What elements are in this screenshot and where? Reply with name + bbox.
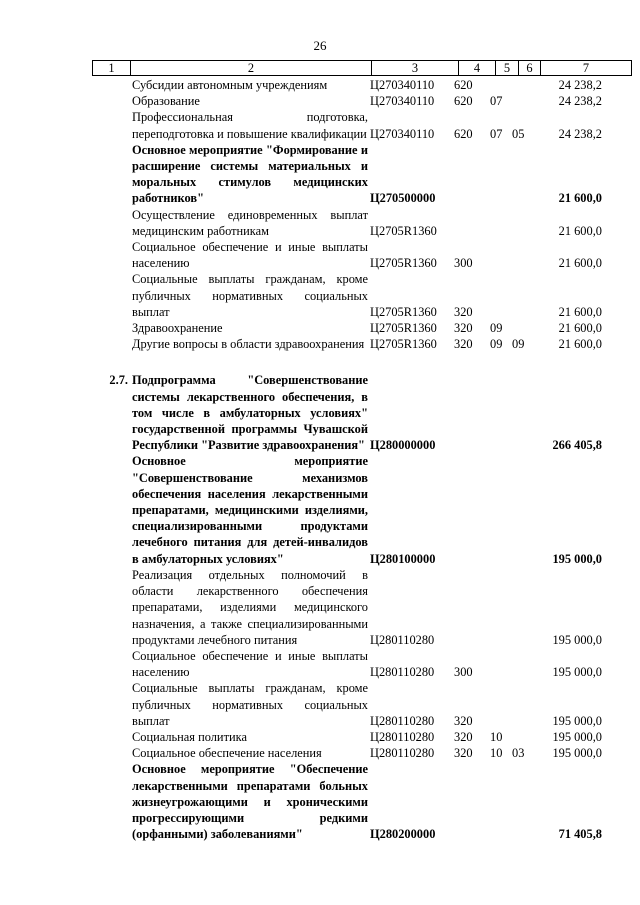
amount: 21 600,0: [558, 337, 602, 352]
expense-type: 320: [454, 713, 473, 728]
subsection-code: 03: [512, 746, 525, 761]
expense-type: 320: [454, 321, 473, 336]
expense-type: 620: [454, 78, 473, 93]
target-article-code: Ц270500000: [370, 191, 436, 206]
section-code: 07: [490, 94, 503, 109]
target-article-code: Ц2705R1360: [370, 337, 437, 352]
target-article-code: Ц270340110: [370, 126, 435, 141]
target-article-code: Ц280100000: [370, 551, 436, 566]
amount: 24 238,2: [558, 94, 602, 109]
subsection-code: 09: [512, 337, 525, 352]
target-article-code: Ц2705R1360: [370, 304, 437, 319]
amount: 21 600,0: [558, 321, 602, 336]
amount: 195 000,0: [552, 746, 602, 761]
target-article-code: Ц280200000: [370, 827, 436, 842]
section-code: 10: [490, 746, 503, 761]
row-name: Субсидии автономным учреждениям: [132, 78, 328, 92]
table-row: [92, 761, 612, 842]
row-name: Подпрограмма "Совершенствование системы лекарственного обеспечения, в том числе в амбулаторных условиях" государственной программы Чувашской Республики "Развитие здравоохранения": [132, 373, 368, 453]
page-number: 26: [313, 38, 327, 53]
table-row: [92, 336, 612, 352]
target-article-code: Ц270340110: [370, 94, 435, 109]
target-article-code: Ц280110280: [370, 632, 435, 647]
column-header-5: 5: [496, 61, 519, 76]
section-code: 07: [490, 126, 503, 141]
expense-type: 620: [454, 94, 473, 109]
table-row: [92, 207, 612, 239]
column-number-header: [92, 60, 632, 76]
row-name: Профессиональная подготовка, переподготовка и повышение квалификации: [132, 110, 368, 141]
row-name: Основное мероприятие "Совершенствование механизмов обеспечения населения лекарственными препаратами, медицинскими изделиями, специализированными продуктами лечебного питания для детей-инвалидов в амбулаторных условиях": [132, 454, 368, 566]
target-article-code: Ц280110280: [370, 729, 435, 744]
row-name: Реализация отдельных полномочий в области лекарственного обеспечения препаратами, изделиями медицинского назначения, а также специализированными продуктами лечебного питания: [132, 567, 368, 647]
row-name: Социальное обеспечение населения: [132, 746, 322, 761]
row-name: Социальная политика: [132, 729, 247, 744]
table-row: [92, 109, 612, 141]
table-row: [92, 567, 612, 648]
row-name: Здравоохранение: [132, 321, 223, 336]
row-name: Осуществление единовременных выплат медицинским работникам: [132, 207, 368, 238]
table-row: [92, 320, 612, 336]
table-row: [92, 453, 612, 566]
row-name: Социальные выплаты гражданам, кроме публичных нормативных социальных выплат: [132, 681, 368, 728]
subsection-code: 05: [512, 126, 525, 141]
table-row: [92, 680, 612, 729]
amount: 195 000,0: [552, 632, 602, 647]
amount: 21 600,0: [558, 191, 602, 206]
amount: 21 600,0: [558, 256, 602, 271]
expense-type: 320: [454, 337, 473, 352]
row-name: Основное мероприятие "Обеспечение лекарственными препаратами больных жизнеугрожающими и хроническими прогрессирующими редкими (орфанными) заболеваниями": [132, 762, 368, 842]
table-row: [92, 271, 612, 320]
target-article-code: Ц2705R1360: [370, 256, 437, 271]
amount: 21 600,0: [558, 223, 602, 238]
expense-type: 320: [454, 729, 473, 744]
expense-type: 320: [454, 304, 473, 319]
amount: 24 238,2: [558, 126, 602, 141]
table-row: [92, 142, 612, 207]
amount: 24 238,2: [558, 78, 602, 93]
expense-type: 620: [454, 126, 473, 141]
amount: 266 405,8: [552, 438, 602, 453]
section-number: 2.7.: [109, 373, 128, 388]
target-article-code: Ц280110280: [370, 713, 435, 728]
target-article-code: Ц2705R1360: [370, 223, 437, 238]
row-name: Социальные выплаты гражданам, кроме публичных нормативных социальных выплат: [132, 272, 368, 319]
expense-type: 320: [454, 746, 473, 761]
column-header-4: 4: [459, 61, 496, 76]
column-header-1: 1: [93, 61, 131, 76]
target-article-code: Ц280000000: [370, 438, 436, 453]
table-row: [92, 729, 612, 745]
row-name: Социальное обеспечение и иные выплаты населению: [132, 648, 368, 680]
expense-type: 300: [454, 256, 473, 271]
table-row: [92, 239, 612, 271]
row-name: Образование: [132, 94, 200, 109]
table-row: [92, 93, 612, 109]
target-article-code: Ц270340110: [370, 78, 435, 93]
amount: 195 000,0: [552, 729, 602, 744]
target-article-code: Ц280110280: [370, 746, 435, 761]
column-header-6: 6: [519, 61, 541, 76]
row-name: Социальное обеспечение и иные выплаты населению: [132, 240, 368, 271]
section-code: 09: [490, 337, 503, 352]
column-header-3: 3: [372, 61, 459, 76]
target-article-code: Ц2705R1360: [370, 321, 437, 336]
amount: 195 000,0: [552, 551, 602, 566]
row-name: Другие вопросы в области здравоохранения: [132, 337, 365, 352]
section-code: 09: [490, 321, 503, 336]
section-code: 10: [490, 729, 503, 744]
table-row: [92, 372, 612, 453]
amount: 195 000,0: [552, 713, 602, 728]
amount: 71 405,8: [558, 827, 602, 842]
target-article-code: Ц280110280: [370, 665, 435, 680]
table-row: [92, 648, 612, 680]
row-name: Основное мероприятие "Формирование и расширение системы материальных и моральных стимулов медицинских работников": [132, 142, 368, 206]
amount: 195 000,0: [552, 665, 602, 680]
table-row: [92, 745, 612, 761]
budget-table-body: [92, 77, 612, 842]
column-header-7: 7: [541, 61, 632, 76]
table-row: [92, 77, 612, 93]
amount: 21 600,0: [558, 304, 602, 319]
expense-type: 300: [454, 665, 473, 680]
column-header-2: 2: [131, 61, 372, 76]
